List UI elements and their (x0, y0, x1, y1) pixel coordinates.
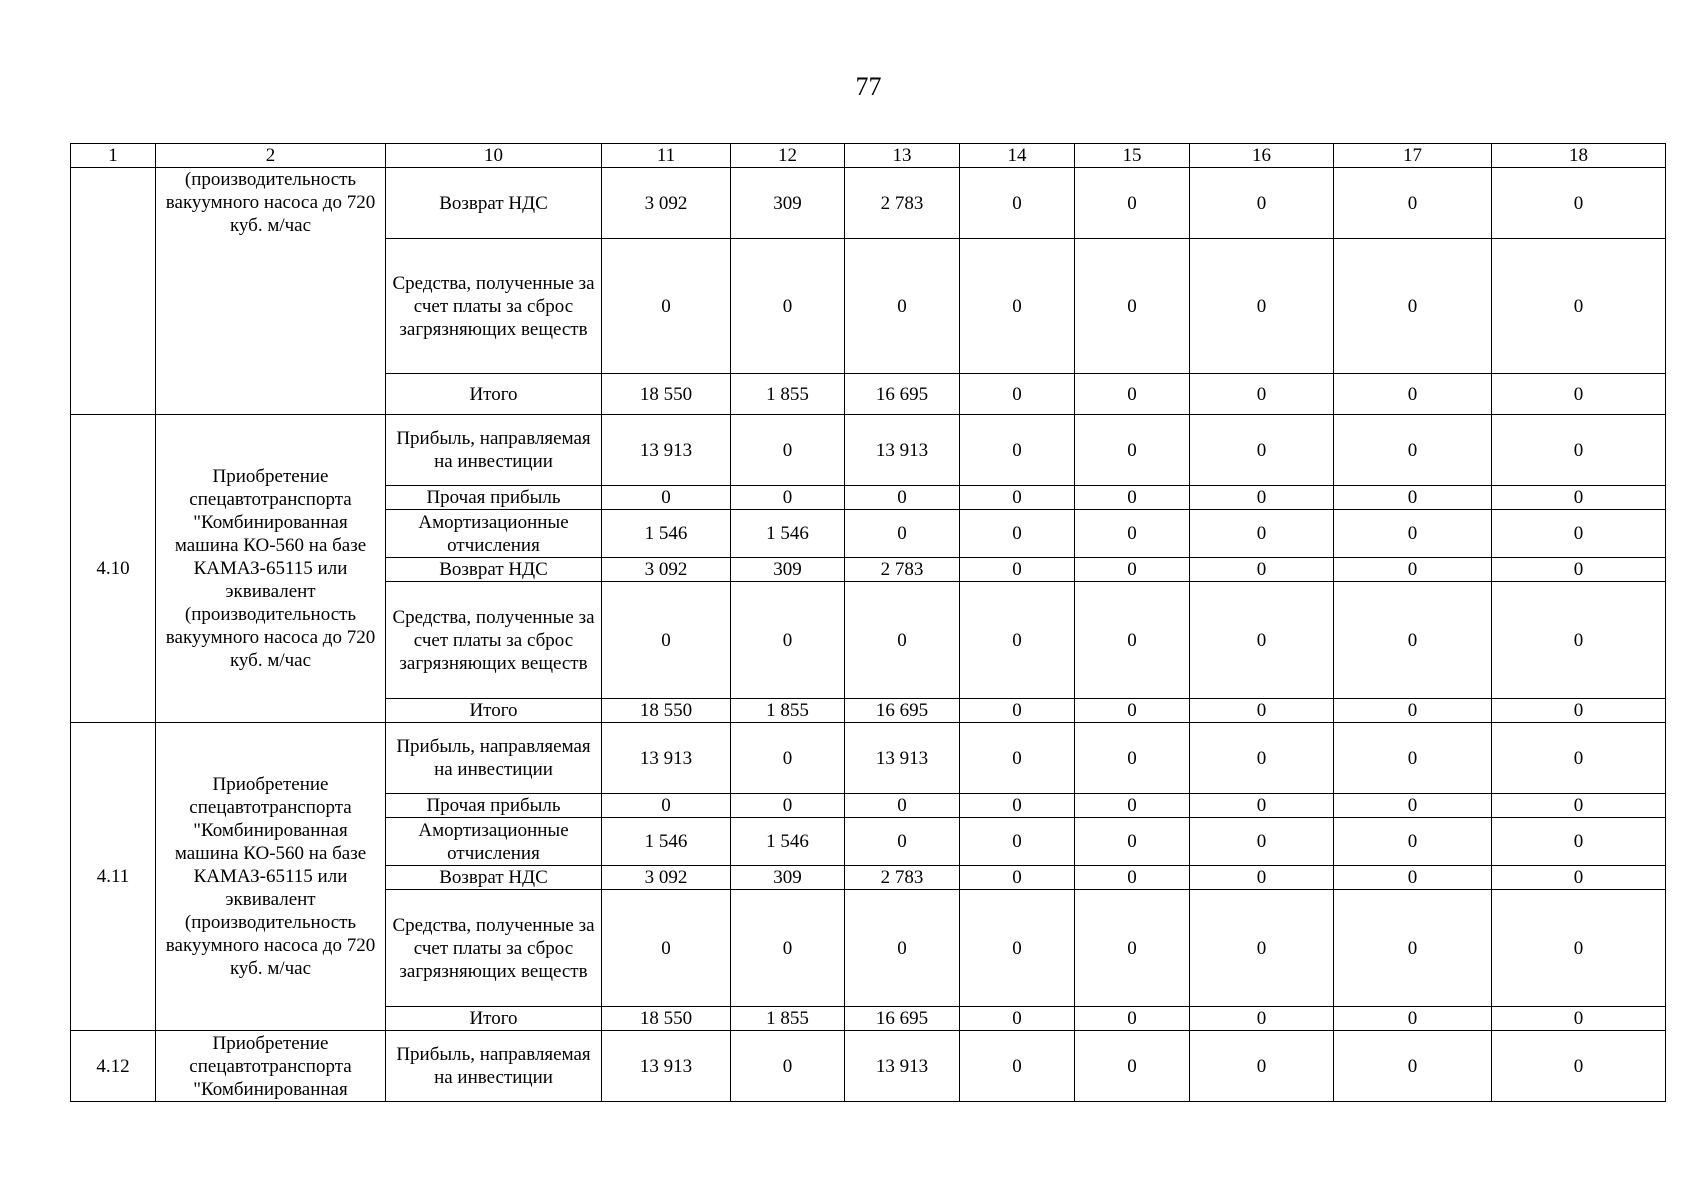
value-cell: 0 (731, 1031, 845, 1102)
column-header: 11 (602, 144, 731, 168)
value-cell: 0 (1075, 374, 1190, 415)
funding-source-cell: Прибыль, направляемая на инвестиции (386, 415, 602, 486)
column-header: 10 (386, 144, 602, 168)
value-cell: 0 (1190, 723, 1334, 794)
column-header: 16 (1190, 144, 1334, 168)
value-cell: 0 (1334, 510, 1492, 558)
total-label-cell: Итого (386, 699, 602, 723)
value-cell: 0 (960, 890, 1075, 1007)
value-cell: 0 (1492, 239, 1666, 374)
value-cell: 0 (1075, 818, 1190, 866)
value-cell: 0 (960, 794, 1075, 818)
funding-source-cell: Амортизационные отчисления (386, 818, 602, 866)
column-header: 1 (71, 144, 156, 168)
funding-source-cell: Прочая прибыль (386, 486, 602, 510)
value-cell: 0 (845, 582, 960, 699)
value-cell: 0 (731, 723, 845, 794)
value-cell: 0 (1190, 794, 1334, 818)
value-cell: 1 546 (731, 818, 845, 866)
funding-source-cell: Прибыль, направляемая на инвестиции (386, 1031, 602, 1102)
value-cell: 0 (960, 239, 1075, 374)
investment-table (70, 143, 1666, 1102)
value-cell: 0 (960, 818, 1075, 866)
value-cell: 1 855 (731, 1007, 845, 1031)
value-cell: 0 (1492, 890, 1666, 1007)
table-row (71, 1031, 1666, 1102)
item-number-cell: 4.12 (71, 1031, 156, 1102)
value-cell: 0 (1075, 168, 1190, 239)
value-cell: 0 (1190, 890, 1334, 1007)
item-name-cell: Приобретение спецавтотранспорта "Комбинированная (156, 1031, 386, 1102)
value-cell: 0 (1190, 168, 1334, 239)
value-cell: 13 913 (845, 415, 960, 486)
value-cell: 0 (1334, 582, 1492, 699)
value-cell: 0 (1334, 239, 1492, 374)
funding-source-cell: Возврат НДС (386, 168, 602, 239)
value-cell: 0 (1190, 374, 1334, 415)
value-cell: 0 (1190, 1007, 1334, 1031)
value-cell: 0 (1334, 699, 1492, 723)
value-cell: 0 (731, 794, 845, 818)
value-cell: 0 (1492, 794, 1666, 818)
value-cell: 0 (845, 818, 960, 866)
value-cell: 16 695 (845, 699, 960, 723)
value-cell: 0 (1075, 890, 1190, 1007)
column-header: 2 (156, 144, 386, 168)
column-header: 14 (960, 144, 1075, 168)
total-value-cell: 0 (602, 582, 731, 699)
total-label-cell: Итого (386, 1007, 602, 1031)
value-cell: 0 (1334, 415, 1492, 486)
column-header: 18 (1492, 144, 1666, 168)
value-cell: 0 (1334, 890, 1492, 1007)
value-cell: 0 (845, 510, 960, 558)
value-cell: 16 695 (845, 1007, 960, 1031)
value-cell: 2 783 (845, 866, 960, 890)
value-cell: 0 (1492, 486, 1666, 510)
total-value-cell: 13 913 (602, 723, 731, 794)
value-cell: 0 (1334, 558, 1492, 582)
total-value-cell: 0 (602, 794, 731, 818)
value-cell: 0 (1492, 558, 1666, 582)
value-cell: 0 (731, 239, 845, 374)
value-cell: 0 (1492, 1031, 1666, 1102)
value-cell: 0 (1492, 1007, 1666, 1031)
total-value-cell: 3 092 (602, 866, 731, 890)
value-cell: 0 (960, 699, 1075, 723)
total-value-cell: 0 (602, 486, 731, 510)
column-header: 12 (731, 144, 845, 168)
value-cell: 0 (960, 1031, 1075, 1102)
value-cell: 0 (1075, 866, 1190, 890)
value-cell: 2 783 (845, 558, 960, 582)
value-cell: 0 (1334, 794, 1492, 818)
total-value-cell: 1 546 (602, 510, 731, 558)
item-number-cell: 4.11 (71, 723, 156, 1031)
total-value-cell: 3 092 (602, 558, 731, 582)
value-cell: 2 783 (845, 168, 960, 239)
funding-source-cell: Амортизационные отчисления (386, 510, 602, 558)
value-cell: 0 (1075, 582, 1190, 699)
value-cell: 0 (1075, 1031, 1190, 1102)
value-cell: 1 855 (731, 699, 845, 723)
value-cell: 0 (960, 558, 1075, 582)
value-cell: 0 (1334, 818, 1492, 866)
value-cell: 1 855 (731, 374, 845, 415)
value-cell: 0 (731, 890, 845, 1007)
item-name-cell: (производительность вакуумного насоса до 720 куб. м/час (156, 168, 386, 415)
value-cell: 0 (1492, 699, 1666, 723)
value-cell: 1 546 (731, 510, 845, 558)
value-cell: 0 (1190, 1031, 1334, 1102)
total-label-cell: Итого (386, 374, 602, 415)
total-value-cell: 3 092 (602, 168, 731, 239)
value-cell: 0 (845, 890, 960, 1007)
value-cell: 0 (731, 486, 845, 510)
total-value-cell: 18 550 (602, 699, 731, 723)
value-cell: 0 (1190, 699, 1334, 723)
value-cell: 0 (1075, 794, 1190, 818)
value-cell: 0 (731, 415, 845, 486)
value-cell: 0 (1334, 374, 1492, 415)
value-cell: 0 (960, 1007, 1075, 1031)
funding-source-cell: Прибыль, направляемая на инвестиции (386, 723, 602, 794)
total-value-cell: 13 913 (602, 1031, 731, 1102)
funding-source-cell: Возврат НДС (386, 558, 602, 582)
value-cell: 0 (1492, 866, 1666, 890)
value-cell: 0 (960, 866, 1075, 890)
value-cell: 0 (1075, 723, 1190, 794)
value-cell: 0 (845, 794, 960, 818)
value-cell: 0 (1334, 486, 1492, 510)
column-header: 17 (1334, 144, 1492, 168)
page-number: 77 (855, 72, 882, 101)
value-cell: 0 (960, 415, 1075, 486)
value-cell: 16 695 (845, 374, 960, 415)
value-cell: 0 (960, 168, 1075, 239)
value-cell: 0 (1190, 486, 1334, 510)
value-cell: 0 (1334, 1007, 1492, 1031)
table-row (71, 415, 1666, 486)
value-cell: 0 (1492, 510, 1666, 558)
value-cell: 0 (1492, 168, 1666, 239)
value-cell: 0 (1190, 818, 1334, 866)
total-value-cell: 18 550 (602, 1007, 731, 1031)
value-cell: 0 (1190, 558, 1334, 582)
table-row (71, 723, 1666, 794)
value-cell: 0 (1075, 510, 1190, 558)
value-cell: 0 (1075, 415, 1190, 486)
value-cell: 0 (1492, 723, 1666, 794)
value-cell: 309 (731, 558, 845, 582)
value-cell: 0 (1492, 582, 1666, 699)
funding-source-cell: Средства, полученные за счет платы за сброс загрязняющих веществ (386, 239, 602, 374)
total-value-cell: 18 550 (602, 374, 731, 415)
value-cell: 0 (960, 723, 1075, 794)
value-cell: 0 (1492, 415, 1666, 486)
value-cell: 0 (845, 239, 960, 374)
funding-source-cell: Прочая прибыль (386, 794, 602, 818)
value-cell: 0 (1075, 699, 1190, 723)
total-value-cell: 0 (602, 890, 731, 1007)
item-name-cell: Приобретение спецавтотранспорта "Комбинированная машина КО-560 на базе КАМАЗ-65115 или эквивалент (производительность вакуумного насоса до 720 куб. м/час (156, 415, 386, 723)
total-value-cell: 1 546 (602, 818, 731, 866)
item-number-cell (71, 168, 156, 415)
item-number-cell: 4.10 (71, 415, 156, 723)
value-cell: 0 (1334, 168, 1492, 239)
value-cell: 0 (1492, 818, 1666, 866)
value-cell: 0 (845, 486, 960, 510)
total-value-cell: 0 (602, 239, 731, 374)
value-cell: 0 (1190, 582, 1334, 699)
value-cell: 0 (960, 374, 1075, 415)
column-header: 15 (1075, 144, 1190, 168)
funding-source-cell: Возврат НДС (386, 866, 602, 890)
value-cell: 0 (1075, 486, 1190, 510)
value-cell: 0 (1190, 415, 1334, 486)
value-cell: 13 913 (845, 723, 960, 794)
value-cell: 0 (1190, 239, 1334, 374)
column-header: 13 (845, 144, 960, 168)
value-cell: 0 (960, 486, 1075, 510)
value-cell: 0 (1334, 1031, 1492, 1102)
value-cell: 0 (960, 510, 1075, 558)
funding-source-cell: Средства, полученные за счет платы за сброс загрязняющих веществ (386, 582, 602, 699)
value-cell: 0 (1492, 374, 1666, 415)
value-cell: 309 (731, 866, 845, 890)
value-cell: 0 (1075, 1007, 1190, 1031)
value-cell: 0 (1334, 723, 1492, 794)
value-cell: 13 913 (845, 1031, 960, 1102)
value-cell: 0 (1190, 866, 1334, 890)
value-cell: 309 (731, 168, 845, 239)
value-cell: 0 (960, 582, 1075, 699)
value-cell: 0 (1075, 558, 1190, 582)
value-cell: 0 (1075, 239, 1190, 374)
value-cell: 0 (1190, 510, 1334, 558)
value-cell: 0 (731, 582, 845, 699)
total-value-cell: 13 913 (602, 415, 731, 486)
column-number-row (71, 144, 1666, 168)
funding-source-cell: Средства, полученные за счет платы за сброс загрязняющих веществ (386, 890, 602, 1007)
item-name-cell: Приобретение спецавтотранспорта "Комбинированная машина КО-560 на базе КАМАЗ-65115 или эквивалент (производительность вакуумного насоса до 720 куб. м/час (156, 723, 386, 1031)
table-row (71, 168, 1666, 239)
value-cell: 0 (1334, 866, 1492, 890)
